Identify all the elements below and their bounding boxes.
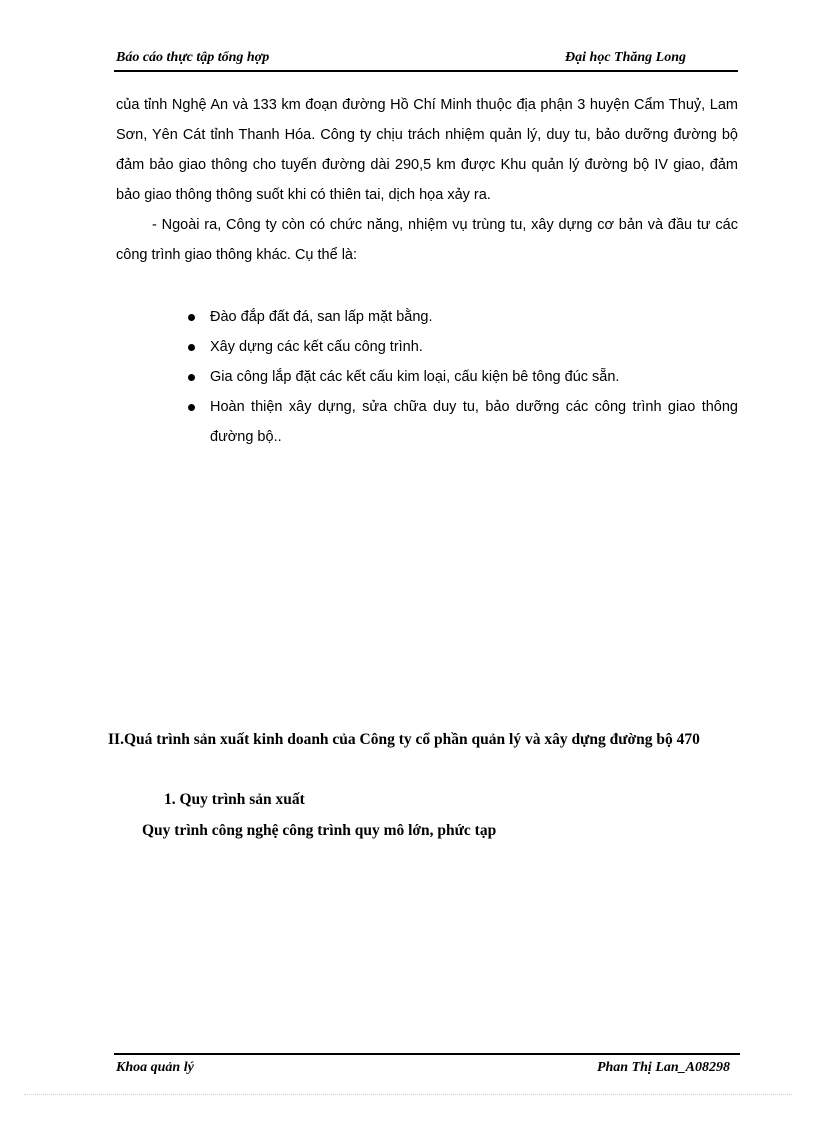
- section-heading: [108, 725, 738, 755]
- list-item-text: Đào đắp đất đá, san lấp mặt bằng.: [210, 309, 433, 325]
- list-item: [186, 392, 738, 452]
- list-item-text: Gia công lắp đặt các kết cấu kim loại, cấu kiện bê tông đúc sẵn.: [210, 369, 620, 385]
- subsection-text: Quy trình công nghệ công trình quy mô lớn, phức tạp: [142, 822, 497, 839]
- body-text: [116, 90, 738, 270]
- paragraph-additional-functions: - Ngoài ra, Công ty còn có chức năng, nhiệm vụ trùng tu, xây dựng cơ bản và đầu tư các công trình giao thông khác. Cụ thể là:: [116, 217, 738, 263]
- list-item: [186, 362, 738, 392]
- bullet-list: [186, 302, 738, 452]
- bullet-icon: [188, 404, 195, 411]
- section-title: Quá trình sản xuất kinh doanh của Công ty cổ phần quản lý và xây dựng đường bộ 470: [123, 731, 700, 748]
- list-item-text: Xây dựng các kết cấu công trình.: [210, 339, 423, 355]
- bullet-icon: [188, 344, 195, 351]
- bullet-icon: [188, 374, 195, 381]
- list-item-text: Hoàn thiện xây dựng, sửa chữa duy tu, bảo dưỡng các công trình giao thông đường bộ..: [210, 399, 738, 445]
- header-report-title: Báo cáo thực tập tổng hợp: [116, 50, 270, 65]
- paragraph-company-duties: của tỉnh Nghệ An và 133 km đoạn đường Hồ Chí Minh thuộc địa phận 3 huyện Cẩm Thuỷ, Lam Sơn, Yên Cát tỉnh Thanh Hóa. Công ty chịu trách nhiệm quản lý, duy tu, bảo dưỡng đường bộ đảm bảo giao thông cho tuyến đường dài 290,5 km được Khu quản lý đường bộ IV giao, đảm bảo giao thông thông suốt khi có thiên tai, dịch họa xảy ra.: [116, 97, 738, 203]
- list-item: [186, 302, 738, 332]
- subsection-heading: 1. Quy trình sản xuất: [164, 791, 305, 808]
- list-item: [186, 332, 738, 362]
- footer-author: Phan Thị Lan_A08298: [596, 1060, 730, 1075]
- header-university: Đại học Thăng Long: [565, 50, 686, 65]
- bullet-icon: [188, 314, 195, 321]
- section-number: II.: [108, 731, 124, 748]
- footer-faculty: Khoa quản lý: [116, 1060, 194, 1075]
- page-divider: [24, 1094, 792, 1095]
- page-header: [114, 48, 738, 72]
- page-footer: [114, 1053, 740, 1081]
